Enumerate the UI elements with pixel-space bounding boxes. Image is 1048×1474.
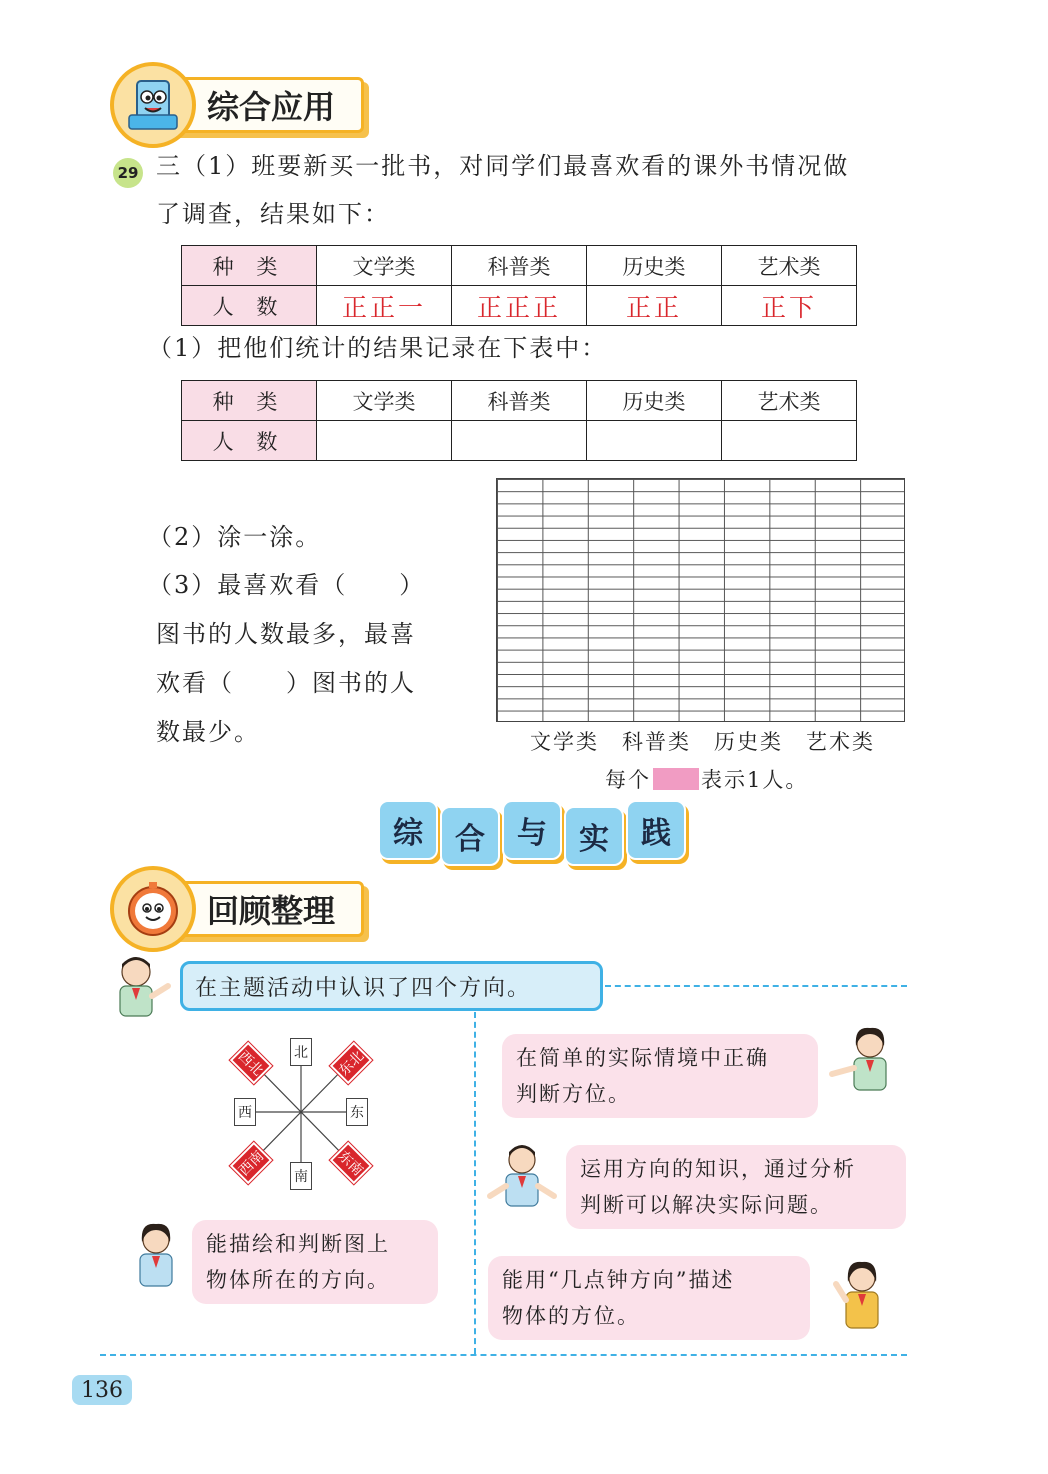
category-cell: 艺术类: [722, 381, 857, 421]
book-mascot-icon: [110, 62, 196, 148]
section-header-comprehensive-application: [110, 62, 364, 148]
part3-line4: 数最少。: [156, 718, 260, 746]
category-cell: 历史类: [587, 246, 722, 286]
answer-cell[interactable]: [587, 421, 722, 461]
clock-mascot-icon: [110, 866, 196, 952]
banner-char: 综: [378, 800, 438, 860]
record-table: [181, 380, 857, 461]
question-number: 29: [113, 158, 143, 188]
x-tick-label: 历史类: [714, 730, 783, 754]
category-cell: 科普类: [452, 246, 587, 286]
bubble-line: 能描绘和判断图上: [206, 1232, 390, 1256]
category-cell: 文学类: [317, 381, 452, 421]
bubble-line: 物体所在的方向。: [206, 1268, 390, 1292]
divider: [100, 1354, 907, 1356]
practice-banner: [378, 800, 686, 866]
bubble-line: 在简单的实际情境中正确: [516, 1046, 769, 1070]
part2-instruction: （2）涂一涂。: [148, 523, 322, 551]
bubble-line: 物体的方位。: [502, 1304, 640, 1328]
compass-southwest: 西南: [230, 1142, 272, 1184]
bubble-line: 判断可以解决实际问题。: [580, 1193, 833, 1217]
boy-illustration: [108, 952, 174, 1026]
section-title: 回顾整理: [170, 881, 364, 937]
table-header-label: 种 类: [182, 246, 317, 286]
section-title: 综合应用: [170, 77, 364, 133]
part1-instruction: （1）把他们统计的结果记录在下表中：: [148, 334, 608, 362]
tally-cell: 正正一: [317, 286, 452, 326]
table-count-label: 人 数: [182, 286, 317, 326]
compass-southeast: 东南: [330, 1142, 372, 1184]
part3-line1: （3）最喜欢看（ ）: [148, 571, 426, 599]
compass-northwest: 西北: [230, 1042, 272, 1084]
answer-cell[interactable]: [317, 421, 452, 461]
legend-suffix: 表示1人。: [701, 768, 809, 792]
banner-char: 合: [440, 806, 500, 866]
bubble-line: 判断方位。: [516, 1082, 631, 1106]
legend-swatch: [653, 768, 699, 790]
category-cell: 历史类: [587, 381, 722, 421]
table-count-label: 人 数: [182, 421, 317, 461]
coloring-grid[interactable]: [496, 478, 905, 722]
part3-line2: 图书的人数最多，最喜: [156, 620, 416, 648]
bubble-left: [192, 1220, 438, 1304]
category-cell: 科普类: [452, 381, 587, 421]
x-tick-label: 科普类: [622, 730, 691, 754]
compass-east: 东: [346, 1098, 368, 1126]
x-tick-label: 艺术类: [806, 730, 875, 754]
tally-cell: 正正正: [452, 286, 587, 326]
survey-tally-table: [181, 245, 857, 326]
review-main-statement: 在主题活动中认识了四个方向。: [180, 961, 603, 1011]
section-header-review: [110, 866, 364, 952]
boy-illustration: [484, 1140, 562, 1218]
divider: [474, 1012, 476, 1354]
banner-char: 与: [502, 800, 562, 860]
girl-illustration: [826, 1024, 902, 1100]
bubble-line: 能用“几点钟方向”描述: [502, 1268, 735, 1292]
bubble-right-2: [566, 1145, 906, 1229]
banner-char: 实: [564, 806, 624, 866]
part3-line3: 欢看（ ）图书的人: [156, 669, 416, 697]
question-intro-line1: 三（1）班要新买一批书，对同学们最喜欢看的课外书情况做: [156, 152, 850, 180]
bubble-right-3: [488, 1256, 810, 1340]
compass-west: 西: [234, 1098, 256, 1126]
category-cell: 艺术类: [722, 246, 857, 286]
compass-north: 北: [290, 1038, 312, 1066]
legend-prefix: 每个: [605, 768, 651, 792]
compass-northeast: 东北: [330, 1042, 372, 1084]
answer-cell[interactable]: [452, 421, 587, 461]
tally-cell: 正正: [587, 286, 722, 326]
bubble-line: 运用方向的知识，通过分析: [580, 1157, 856, 1181]
girl-illustration: [826, 1256, 892, 1340]
answer-cell[interactable]: [722, 421, 857, 461]
category-cell: 文学类: [317, 246, 452, 286]
chart-legend: [605, 764, 808, 794]
banner-char: 践: [626, 800, 686, 860]
bubble-right-1: [502, 1034, 818, 1118]
tally-cell: 正下: [722, 286, 857, 326]
table-header-label: 种 类: [182, 381, 317, 421]
page-number: 136: [72, 1375, 132, 1405]
compass-south: 南: [290, 1162, 312, 1190]
girl-illustration: [130, 1220, 184, 1294]
x-tick-label: 文学类: [530, 730, 599, 754]
question-intro-line2: 了调查，结果如下：: [156, 200, 390, 228]
divider: [605, 985, 907, 987]
